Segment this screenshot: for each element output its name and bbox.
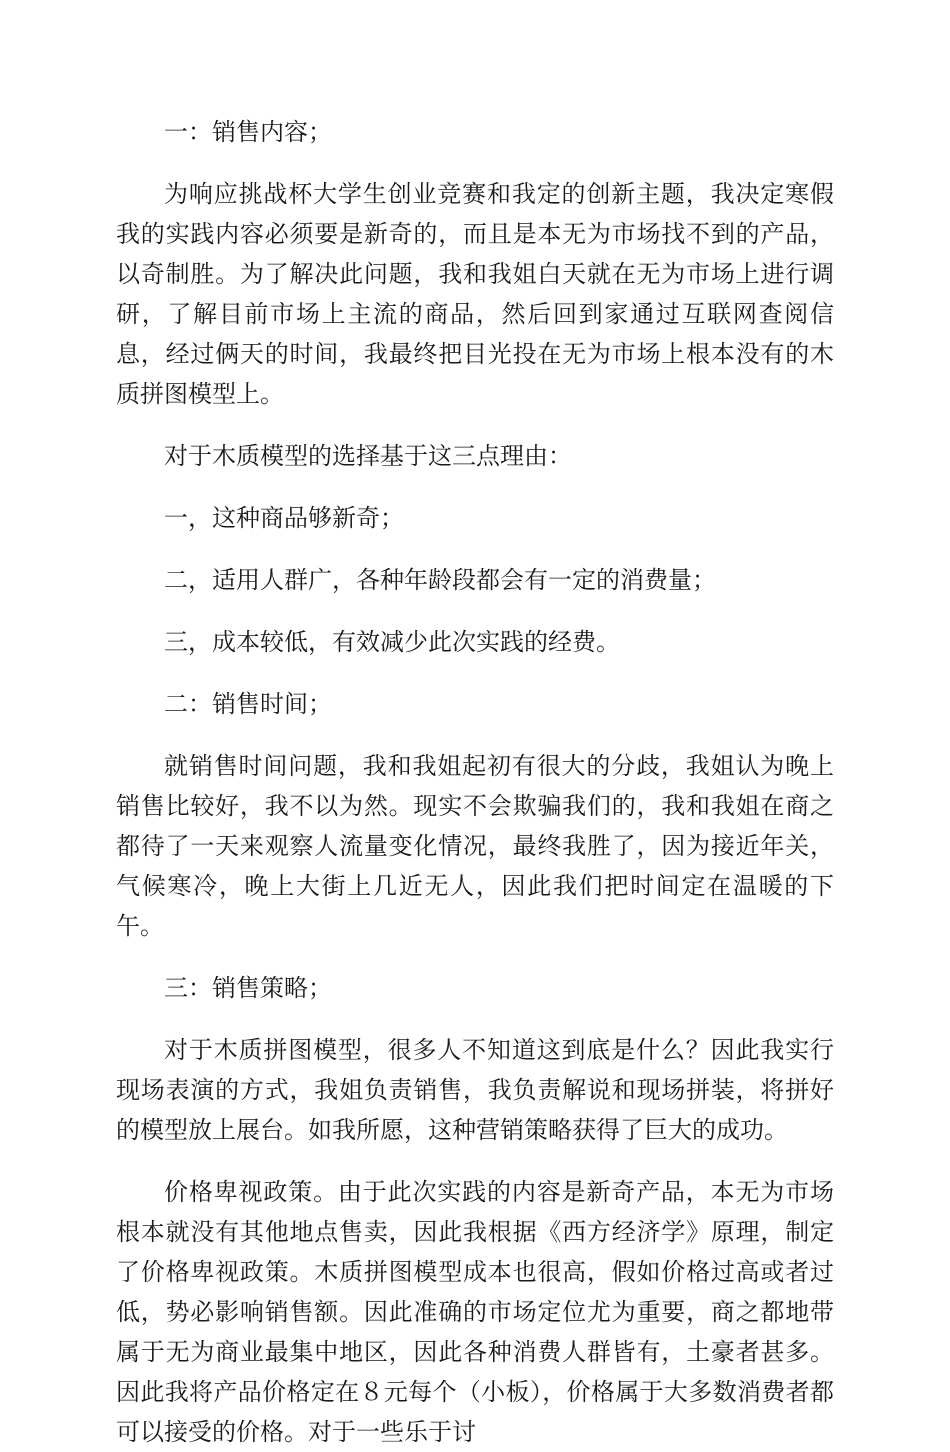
heading-sales-time: 二：销售时间；: [164, 690, 332, 718]
heading-sales-strategy: 三：销售策略；: [164, 974, 332, 1002]
paragraph-three-reasons: 对于木质模型的选择基于这三点理由：: [164, 442, 572, 470]
paragraph-sales-time: 就销售时间问题，我和我姐起初有很大的分歧，我姐认为晚上销售比较好，我不以为然。现实不会欺骗我们的，我和我姐在商之都待了一天来观察人流量变化情况，最终我胜了，因为接近年关，气候寒冷，晚上大街上几近无人，因此我们把时间定在温暖的下午。: [116, 752, 834, 940]
document-page: [116, 112, 834, 1452]
list-item-reason-1: 一，这种商品够新奇；: [164, 504, 404, 532]
list-item-reason-2: 二，适用人群广，各种年龄段都会有一定的消费量；: [164, 566, 716, 594]
heading-sales-content: 一：销售内容；: [164, 118, 332, 146]
paragraph-demonstration: 对于木质拼图模型，很多人不知道这到底是什么？因此我实行现场表演的方式，我姐负责销售，我负责解说和现场拼装，将拼好的模型放上展台。如我所愿，这种营销策略获得了巨大的成功。: [116, 1036, 834, 1144]
paragraph-product-choice: 为响应挑战杯大学生创业竞赛和我定的创新主题，我决定寒假我的实践内容必须要是新奇的，而且是本无为市场找不到的产品，以奇制胜。为了解决此问题，我和我姐白天就在无为市场上进行调研，了解目前市场上主流的商品，然后回到家通过互联网查阅信息，经过俩天的时间，我最终把目光投在无为市场上根本没有的木质拼图模型上。: [116, 180, 834, 408]
paragraph-price-policy: 价格卑视政策。由于此次实践的内容是新奇产品，本无为市场根本就没有其他地点售卖，因此我根据《西方经济学》原理，制定了价格卑视政策。木质拼图模型成本也很高，假如价格过高或者过低，势必影响销售额。因此准确的市场定位尤为重要，商之都地带属于无为商业最集中地区，因此各种消费人群皆有，土豪者甚多。因此我将产品价格定在８元每个（小板），价格属于大多数消费者都可以接受的价格。对于一些乐于讨: [116, 1178, 834, 1446]
list-item-reason-3: 三，成本较低，有效减少此次实践的经费。: [164, 628, 620, 656]
